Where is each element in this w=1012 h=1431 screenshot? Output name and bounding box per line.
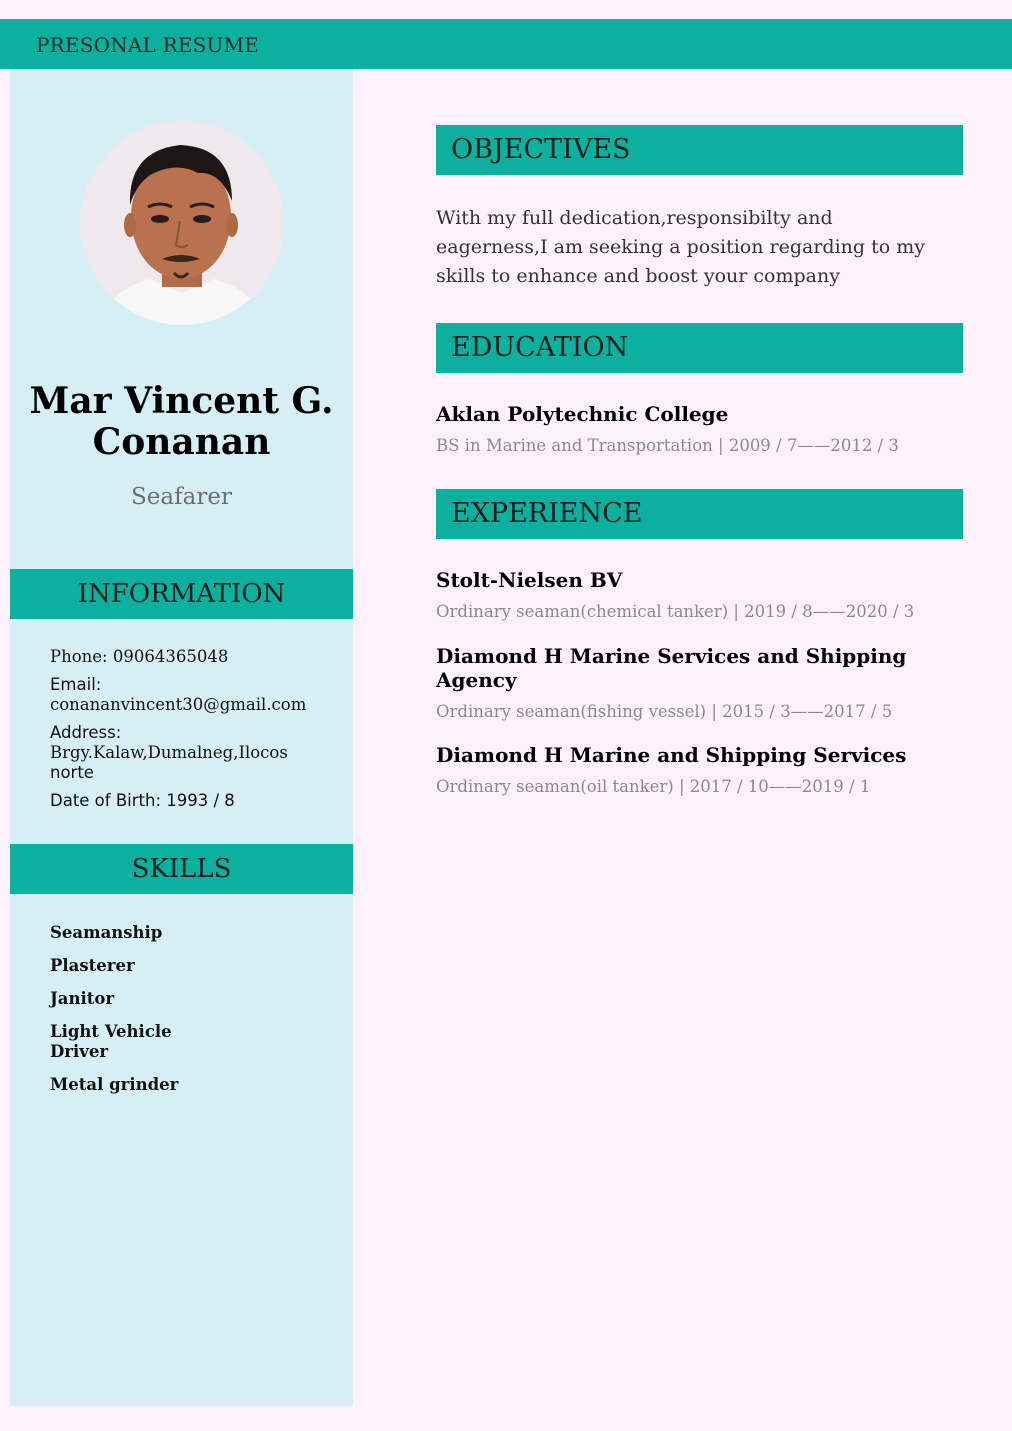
employer-name: Stolt-Nielsen BV — [436, 568, 623, 592]
skill-item: Metal grinder — [50, 1075, 179, 1094]
objective-line-2: eagerness,I am seeking a position regarding to my — [436, 236, 925, 258]
skills-list — [50, 923, 250, 1108]
date-of-birth-text: Date of Birth: 1993 / 8 — [50, 791, 235, 810]
skill-item: Janitor — [50, 989, 115, 1008]
education-detail: BS in Marine and Transportation | 2009 / 7——2012 / 3 — [436, 436, 899, 455]
address-label: Address: — [50, 723, 122, 742]
experience-entry — [436, 568, 963, 622]
person-portrait-icon — [80, 121, 284, 325]
phone-text: Phone: 09064365048 — [50, 647, 229, 666]
email-block — [50, 675, 340, 715]
name-line-1: Mar Vincent G. — [29, 380, 334, 422]
experience-entry — [436, 644, 963, 722]
address-line-1: Brgy.Kalaw,Dumalneg,Ilocos — [50, 743, 288, 762]
education-heading: EDUCATION — [436, 323, 963, 373]
experience-detail: Ordinary seaman(oil tanker) | 2017 / 10——2019 / 1 — [436, 777, 871, 796]
document-title: PRESONAL RESUME — [36, 33, 260, 57]
school-name: Aklan Polytechnic College — [436, 402, 729, 426]
skill-item: Seamanship — [50, 923, 163, 942]
employer-name-line-2: Agency — [436, 668, 517, 692]
skills-heading: SKILLS — [10, 844, 353, 894]
employer-name: Diamond H Marine and Shipping Services — [436, 743, 907, 767]
objective-text — [436, 204, 963, 291]
skill-line-1: Light Vehicle — [50, 1022, 172, 1041]
employer-name-line-1: Diamond H Marine Services and Shipping — [436, 644, 907, 668]
experience-detail: Ordinary seaman(fishing vessel) | 2015 / 3——2017 / 5 — [436, 702, 893, 721]
profile-photo — [80, 121, 284, 325]
email-label: Email: — [50, 675, 102, 694]
skill-item — [50, 1022, 250, 1062]
top-header-bar — [0, 19, 1012, 69]
email-value: conananvincent30@gmail.com — [50, 695, 307, 714]
skill-item: Plasterer — [50, 956, 135, 975]
objective-line-1: With my full dedication,responsibilty and — [436, 207, 833, 229]
address-line-2: norte — [50, 763, 94, 782]
address-block — [50, 723, 340, 783]
experience-detail: Ordinary seaman(chemical tanker) | 2019 / 8——2020 / 3 — [436, 602, 915, 621]
candidate-name — [10, 381, 353, 463]
experience-heading: EXPERIENCE — [436, 489, 963, 539]
job-title: Seafarer — [131, 484, 232, 510]
education-entry — [436, 402, 963, 456]
experience-entry — [436, 743, 963, 797]
information-heading: INFORMATION — [10, 569, 353, 619]
name-line-2: Conanan — [92, 421, 271, 463]
sidebar — [10, 69, 353, 1406]
information-section — [50, 647, 340, 819]
objective-line-3: skills to enhance and boost your company — [436, 265, 840, 287]
objectives-heading: OBJECTIVES — [436, 125, 963, 175]
skill-line-2: Driver — [50, 1042, 109, 1061]
employer-name — [436, 644, 963, 692]
